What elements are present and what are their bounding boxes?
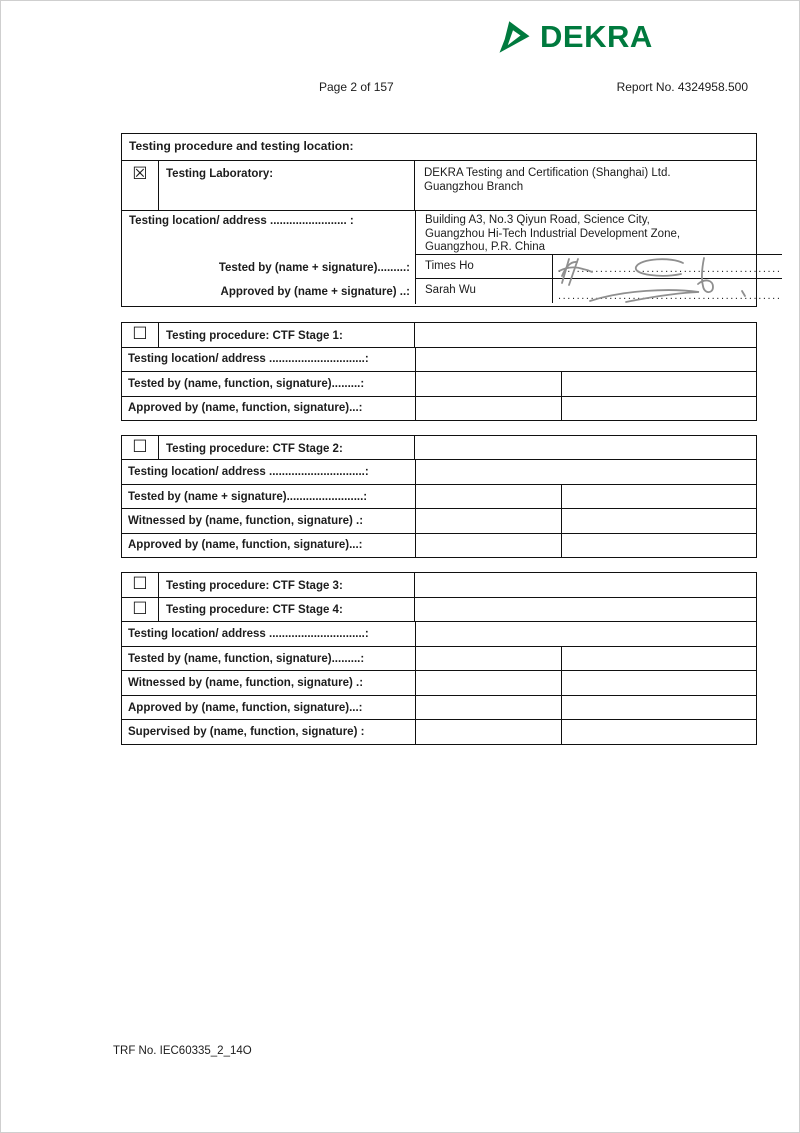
tested-by-label: Tested by (name, function, signature).........:: [122, 372, 416, 396]
row-stage34-supervised: [122, 719, 756, 744]
checkbox-cell: [122, 598, 159, 622]
checkbox-unchecked-icon: ☐: [132, 324, 148, 345]
empty-cell: [416, 671, 562, 695]
location-label: Testing location/ address ..............................:: [122, 348, 416, 372]
approved-by-label: Approved by (name, function, signature)...:: [122, 397, 416, 421]
empty-cell: [415, 573, 756, 597]
approved-by-name: Sarah Wu: [416, 279, 553, 303]
checkbox-cell: [122, 573, 159, 597]
stage1-title-label: Testing procedure: CTF Stage 1:: [159, 323, 415, 347]
location-label: Testing location/ address ..............................:: [122, 622, 416, 646]
tested-by-signature-line: [553, 255, 782, 278]
empty-cell: [416, 534, 562, 557]
location-label: Testing location/ address ..............................:: [122, 460, 416, 483]
checkbox-unchecked-icon: ☐: [132, 437, 148, 458]
empty-cell: [416, 622, 756, 646]
empty-cell: [562, 485, 756, 508]
approved-by-label: Approved by (name, function, signature)...:: [122, 696, 416, 720]
address-line1: Building A3, No.3 Qiyun Road, Science City,: [425, 214, 650, 226]
empty-cell: [416, 348, 756, 372]
row-stage1-approved: [122, 396, 756, 421]
approved-by-signature-line: [553, 279, 782, 303]
table-title: Testing procedure and testing location:: [129, 139, 354, 153]
empty-cell: [416, 509, 562, 532]
empty-cell: [416, 397, 562, 421]
empty-cell: [416, 720, 562, 744]
empty-cell: [416, 485, 562, 508]
tested-by-label: Tested by (name + signature)........................:: [122, 485, 416, 508]
tested-by-label: Tested by (name + signature).........:: [218, 262, 410, 274]
supervised-by-label: Supervised by (name, function, signature) :: [122, 720, 416, 744]
testing-location-label: Testing location/ address ........................ :: [129, 215, 354, 227]
signature-dotted-line: ................................................: [558, 264, 782, 275]
empty-cell: [562, 720, 756, 744]
row-location-and-signatures: [122, 210, 782, 304]
row-stage1-tested: [122, 371, 756, 396]
laboratory-name-line1: DEKRA Testing and Certification (Shanghai) Ltd.: [424, 167, 671, 179]
tested-by-label: Tested by (name, function, signature).........:: [122, 647, 416, 671]
empty-cell: [415, 436, 756, 459]
tested-by-row: [416, 255, 782, 279]
stage2-title-label: Testing procedure: CTF Stage 2:: [159, 436, 415, 459]
checkbox-unchecked-icon: ☐: [132, 598, 148, 619]
logo-text: DEKRA: [540, 19, 653, 54]
witnessed-by-label: Witnessed by (name, function, signature) .:: [122, 671, 416, 695]
checkbox-cell: [122, 323, 159, 347]
testing-laboratory-label: Testing Laboratory:: [159, 161, 415, 210]
empty-cell: [562, 647, 756, 671]
approved-by-label: Approved by (name + signature) ..:: [220, 286, 410, 298]
table-ctf-stage-3-4: [121, 572, 757, 745]
row-stage2-location: [122, 459, 756, 483]
table-ctf-stage-2: [121, 435, 757, 558]
empty-cell: [562, 534, 756, 557]
testing-address-value: [416, 211, 782, 255]
row-stage34-tested: [122, 646, 756, 671]
left-label-column: [122, 211, 416, 304]
row-stage34-location: [122, 621, 756, 646]
row-stage1-title: [122, 323, 756, 347]
address-line3: Guangzhou, P.R. China: [425, 241, 545, 253]
signature-dotted-line: ................................................: [558, 291, 782, 302]
row-stage4-title: [122, 597, 756, 622]
testing-laboratory-value: [415, 161, 756, 210]
checkbox-unchecked-icon: ☐: [132, 574, 148, 595]
empty-cell: [562, 372, 756, 396]
row-stage2-approved: [122, 533, 756, 557]
approved-by-row: [416, 279, 782, 303]
report-number: Report No. 4324958.500: [616, 80, 748, 94]
empty-cell: [562, 397, 756, 421]
checkbox-checked-icon: ☒: [132, 164, 148, 184]
stage4-title-label: Testing procedure: CTF Stage 4:: [159, 598, 415, 622]
witnessed-by-label: Witnessed by (name, function, signature) .:: [122, 509, 416, 532]
row-stage34-approved: [122, 695, 756, 720]
approved-by-label: Approved by (name, function, signature)...:: [122, 534, 416, 557]
empty-cell: [562, 509, 756, 532]
empty-cell: [416, 372, 562, 396]
empty-cell: [416, 647, 562, 671]
row-stage2-tested: [122, 484, 756, 508]
dekra-logo: [498, 19, 653, 55]
row-stage2-witnessed: [122, 508, 756, 532]
laboratory-name-line2: Guangzhou Branch: [424, 181, 524, 193]
row-stage2-title: [122, 436, 756, 459]
checkbox-cell: [122, 161, 159, 210]
row-stage34-witnessed: [122, 670, 756, 695]
empty-cell: [415, 323, 756, 347]
row-testing-laboratory: [122, 160, 756, 210]
dekra-arrow-icon: [498, 19, 531, 55]
row-stage3-title: [122, 573, 756, 597]
address-line2: Guangzhou Hi-Tech Industrial Development Zone,: [425, 227, 681, 240]
right-value-column: [416, 211, 782, 304]
empty-cell: [416, 696, 562, 720]
empty-cell: [562, 671, 756, 695]
row-stage1-location: [122, 347, 756, 372]
empty-cell: [416, 460, 756, 483]
page-number: Page 2 of 157: [319, 80, 394, 94]
trf-number: TRF No. IEC60335_2_14O: [113, 1045, 252, 1057]
tested-by-name: Times Ho: [416, 255, 553, 278]
stage3-title-label: Testing procedure: CTF Stage 3:: [159, 573, 415, 597]
checkbox-cell: [122, 436, 159, 459]
empty-cell: [415, 598, 756, 622]
table-testing-location: [121, 133, 782, 307]
table-ctf-stage-1: [121, 322, 757, 421]
empty-cell: [562, 696, 756, 720]
